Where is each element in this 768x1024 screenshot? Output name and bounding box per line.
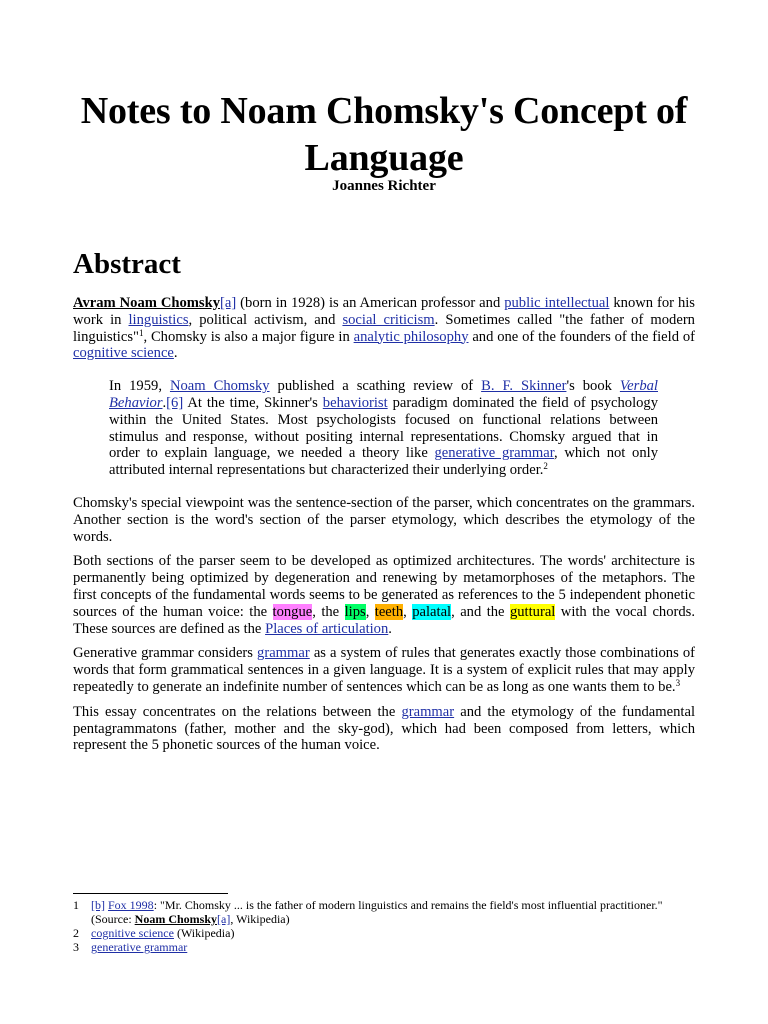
link-fox-1998[interactable]: Fox 1998 xyxy=(108,898,154,912)
link-noam-chomsky-footnote[interactable]: Noam Chomsky xyxy=(134,912,217,926)
highlight-palatal: palatal xyxy=(412,603,452,620)
text: Generative grammar considers xyxy=(73,645,258,662)
footnote-ref-3[interactable]: 3 xyxy=(675,677,681,688)
link-analytic-philosophy[interactable]: analytic philosophy xyxy=(353,328,469,345)
text: This essay concentrates on the relations between the xyxy=(73,703,402,720)
text: , Wikipedia) xyxy=(230,912,290,926)
footnote-number: 3 xyxy=(73,940,79,954)
link-avram-noam-chomsky[interactable]: Avram Noam Chomsky xyxy=(73,295,221,311)
link-linguistics[interactable]: linguistics xyxy=(128,311,189,328)
text: In 1959, xyxy=(109,378,170,395)
text: , xyxy=(365,603,375,620)
author-name: Joannes Richter xyxy=(332,178,436,194)
footnote-2 xyxy=(73,926,673,940)
text: . xyxy=(388,620,392,637)
link-generative-grammar[interactable]: generative grammar xyxy=(434,445,555,462)
paragraph-generative-grammar xyxy=(73,645,695,695)
link-bf-skinner[interactable]: B. F. Skinner xyxy=(481,378,567,395)
footnote-ref-2[interactable]: 2 xyxy=(543,461,548,472)
link-verbal-behavior[interactable]: Verbal Behavior xyxy=(109,378,658,411)
paragraph-parser-sections: Chomsky's special viewpoint was the sentence-section of the parser, which concentrates on the grammars. Another section is the word's section of the parser etymology, which describes the etymology of the words. xyxy=(73,494,695,545)
block-quote xyxy=(109,378,658,479)
document-page xyxy=(73,88,695,754)
link-cognitive-science-footnote[interactable]: cognitive science xyxy=(91,926,174,940)
paragraph-essay-scope xyxy=(73,704,695,754)
footnote-divider xyxy=(73,893,228,894)
footnote-3 xyxy=(73,940,673,954)
footnote-number: 1 xyxy=(73,898,79,912)
link-cognitive-science[interactable]: cognitive science xyxy=(73,345,174,362)
footnote-1 xyxy=(73,898,673,926)
ref-a-link[interactable]: [a] xyxy=(220,295,237,311)
text: At the time, Skinner's xyxy=(183,394,323,411)
footnote-number: 2 xyxy=(73,926,79,940)
text: . Sometimes called "the father of modern linguistics" xyxy=(73,311,695,345)
highlight-guttural: guttural xyxy=(509,603,556,620)
highlight-lips: lips xyxy=(344,603,366,620)
text: known for his work in xyxy=(73,295,695,328)
link-behaviorist[interactable]: behaviorist xyxy=(322,394,388,411)
link-public-intellectual[interactable]: public intellectual xyxy=(504,295,610,311)
ref-6-link[interactable]: [6] xyxy=(166,394,184,411)
highlight-tongue: tongue xyxy=(272,603,313,620)
text: and the etymology of the fundamental pentagrammatons (father, mother and the sky-god), which had been composed from letters, which represent the 5 phonetic sources of the human voice. xyxy=(73,703,695,754)
link-generative-grammar-footnote[interactable]: generative grammar xyxy=(91,940,188,954)
text: , political activism, and xyxy=(188,311,343,328)
link-grammar[interactable]: grammar xyxy=(257,645,310,662)
text: , xyxy=(403,603,413,620)
text: (Wikipedia) xyxy=(173,926,235,940)
abstract-paragraph xyxy=(73,295,695,362)
link-grammar-2[interactable]: grammar xyxy=(401,703,455,720)
text: , the xyxy=(312,603,345,620)
abstract-heading: Abstract xyxy=(73,248,181,280)
footnote-text xyxy=(91,926,673,940)
text: Both sections of the parser seem to be developed as optimized architectures. The words' architecture is permanently being optimized by degeneration and renewing by metamorphoses of the metaphors. The first concepts of the fundamental words seems to be generated as references to the 5 independent phonetic sources of the human voice: the xyxy=(73,553,695,620)
paragraph-phonetic-sources xyxy=(73,553,695,637)
document-title: Notes to Noam Chomsky's Concept of Language xyxy=(80,90,688,179)
text: (born in 1928) is an American professor and xyxy=(236,295,505,311)
text: , Chomsky is also a major figure in xyxy=(143,328,354,345)
ref-b-link[interactable]: [b] xyxy=(91,898,105,912)
link-noam-chomsky[interactable]: Noam Chomsky xyxy=(169,378,270,395)
footnotes xyxy=(73,898,673,954)
footnote-text xyxy=(91,898,673,926)
footnote-ref-1[interactable]: 1 xyxy=(138,327,144,338)
text: published a scathing review of xyxy=(269,378,482,395)
text: , and the xyxy=(451,603,510,620)
ref-a-footnote-link[interactable]: [a] xyxy=(217,912,231,926)
text: : "Mr. Chomsky ... is the father of modern linguistics and remains the field's most influential practitioner." (Source: xyxy=(91,898,663,926)
link-places-of-articulation[interactable]: Places of articulation xyxy=(265,620,389,637)
highlight-teeth: teeth xyxy=(374,603,404,620)
text: as a system of rules that generates exactly those combinations of words that form grammatical sentences in a given language. It is a system of explicit rules that may apply repeatedly to generate an indefinite number of sentences which can be as long as one wants them to be. xyxy=(73,645,696,695)
link-social-criticism[interactable]: social criticism xyxy=(342,311,435,328)
text: . xyxy=(162,394,167,411)
text: . xyxy=(173,345,178,362)
text: , which not only attributed internal representations but characterized their underlying order. xyxy=(109,445,658,479)
text: and one of the founders of the field of xyxy=(468,328,695,345)
text: with the vocal chords. These sources are defined as the xyxy=(73,603,695,637)
text: 's book xyxy=(566,378,620,395)
text: paradigm dominated the field of psychology within the United States. Most psychologists focused on functional relations between stimulus and response, without positing internal representations. Chomsky argued that in order to explain language, we needed a theory like xyxy=(109,394,659,462)
footnote-text xyxy=(91,940,673,954)
